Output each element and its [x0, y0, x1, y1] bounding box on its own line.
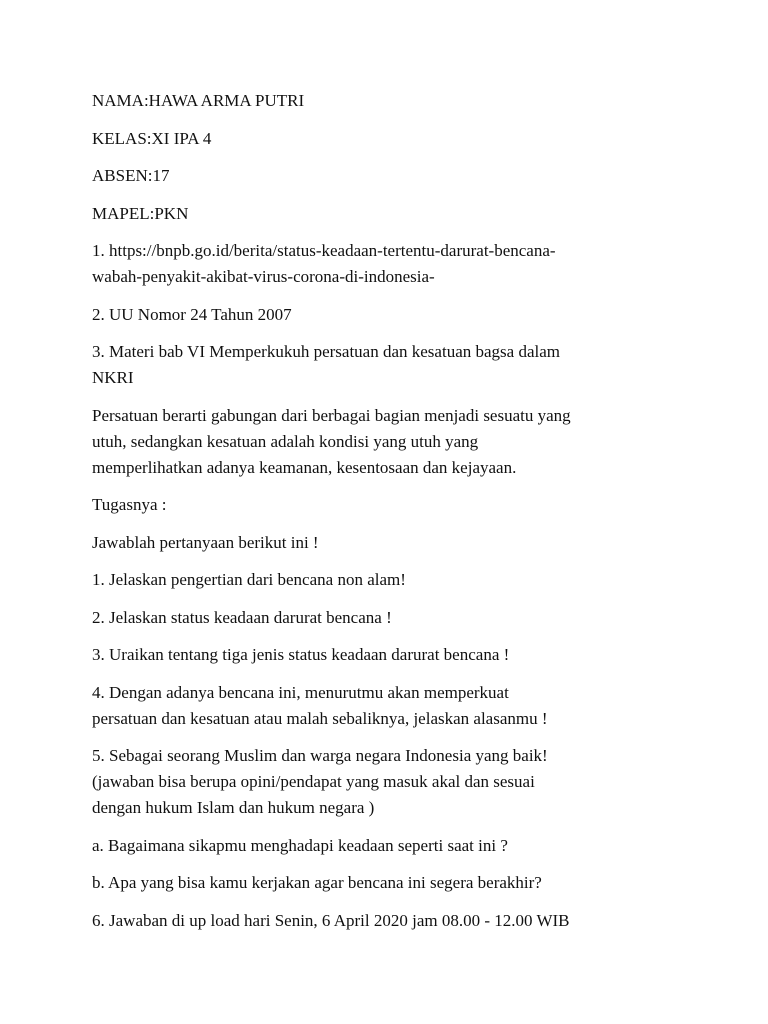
reference-3: [92, 339, 692, 391]
student-class-text: KELAS:XI IPA 4: [92, 128, 212, 148]
question-5-line: dengan hukum Islam dan hukum negara ): [92, 798, 375, 817]
reference-1-line: 1. https://bnpb.go.id/berita/status-keadaan-tertentu-darurat-bencana-: [92, 241, 556, 260]
student-name: [92, 88, 692, 114]
student-class: [92, 126, 692, 152]
student-name-text: NAMA:HAWA ARMA PUTRI: [92, 91, 305, 110]
reference-2-text: 2. UU Nomor 24 Tahun 2007: [92, 304, 292, 324]
task-heading-text: Tugasnya :: [92, 495, 167, 514]
question-1: [92, 567, 692, 593]
question-5b: [92, 870, 692, 896]
definition-line: Persatuan berarti gabungan dari berbagai bagian menjadi sesuatu yang: [92, 405, 571, 425]
subject: [92, 201, 692, 227]
question-5a-text: a. Bagaimana sikapmu menghadapi keadaan seperti saat ini ?: [92, 835, 508, 855]
question-5b-text: b. Apa yang bisa kamu kerjakan agar bencana ini segera berakhir?: [92, 873, 542, 892]
subject-text: MAPEL:PKN: [92, 203, 189, 223]
reference-1: [92, 238, 692, 290]
question-4: [92, 680, 692, 732]
question-2-text: 2. Jelaskan status keadaan darurat bencana !: [92, 607, 392, 627]
student-number: [92, 163, 692, 189]
question-5a: [92, 833, 692, 859]
task-instruction-text: Jawablah pertanyaan berikut ini !: [92, 532, 319, 552]
question-3-text: 3. Uraikan tentang tiga jenis status keadaan darurat bencana !: [92, 645, 510, 664]
question-6: [92, 908, 692, 934]
reference-2: [92, 302, 692, 328]
question-4-line: persatuan dan kesatuan atau malah sebaliknya, jelaskan alasanmu !: [92, 708, 548, 728]
question-3: [92, 642, 692, 668]
question-6-text: 6. Jawaban di up load hari Senin, 6 April 2020 jam 08.00 - 12.00 WIB: [92, 910, 570, 930]
question-2: [92, 605, 692, 631]
definition-paragraph: [92, 403, 692, 481]
reference-3-line: NKRI: [92, 368, 134, 387]
reference-3-line: 3. Materi bab VI Memperkukuh persatuan dan kesatuan bagsa dalam: [92, 342, 560, 361]
question-5: [92, 743, 692, 821]
task-instruction: [92, 530, 692, 556]
student-number-text: ABSEN:17: [92, 166, 170, 185]
definition-line: utuh, sedangkan kesatuan adalah kondisi yang utuh yang: [92, 431, 479, 451]
question-5-line: (jawaban bisa berupa opini/pendapat yang masuk akal dan sesuai: [92, 772, 535, 791]
question-4-line: 4. Dengan adanya bencana ini, menurutmu akan memperkuat: [92, 682, 509, 702]
reference-1-line: wabah-penyakit-akibat-virus-corona-di-indonesia-: [92, 267, 435, 286]
question-1-text: 1. Jelaskan pengertian dari bencana non alam!: [92, 570, 406, 589]
document-page: [92, 88, 692, 945]
question-5-line: 5. Sebagai seorang Muslim dan warga negara Indonesia yang baik!: [92, 746, 548, 765]
task-heading: [92, 492, 692, 518]
definition-line: memperlihatkan adanya keamanan, kesentosaan dan kejayaan.: [92, 457, 517, 477]
